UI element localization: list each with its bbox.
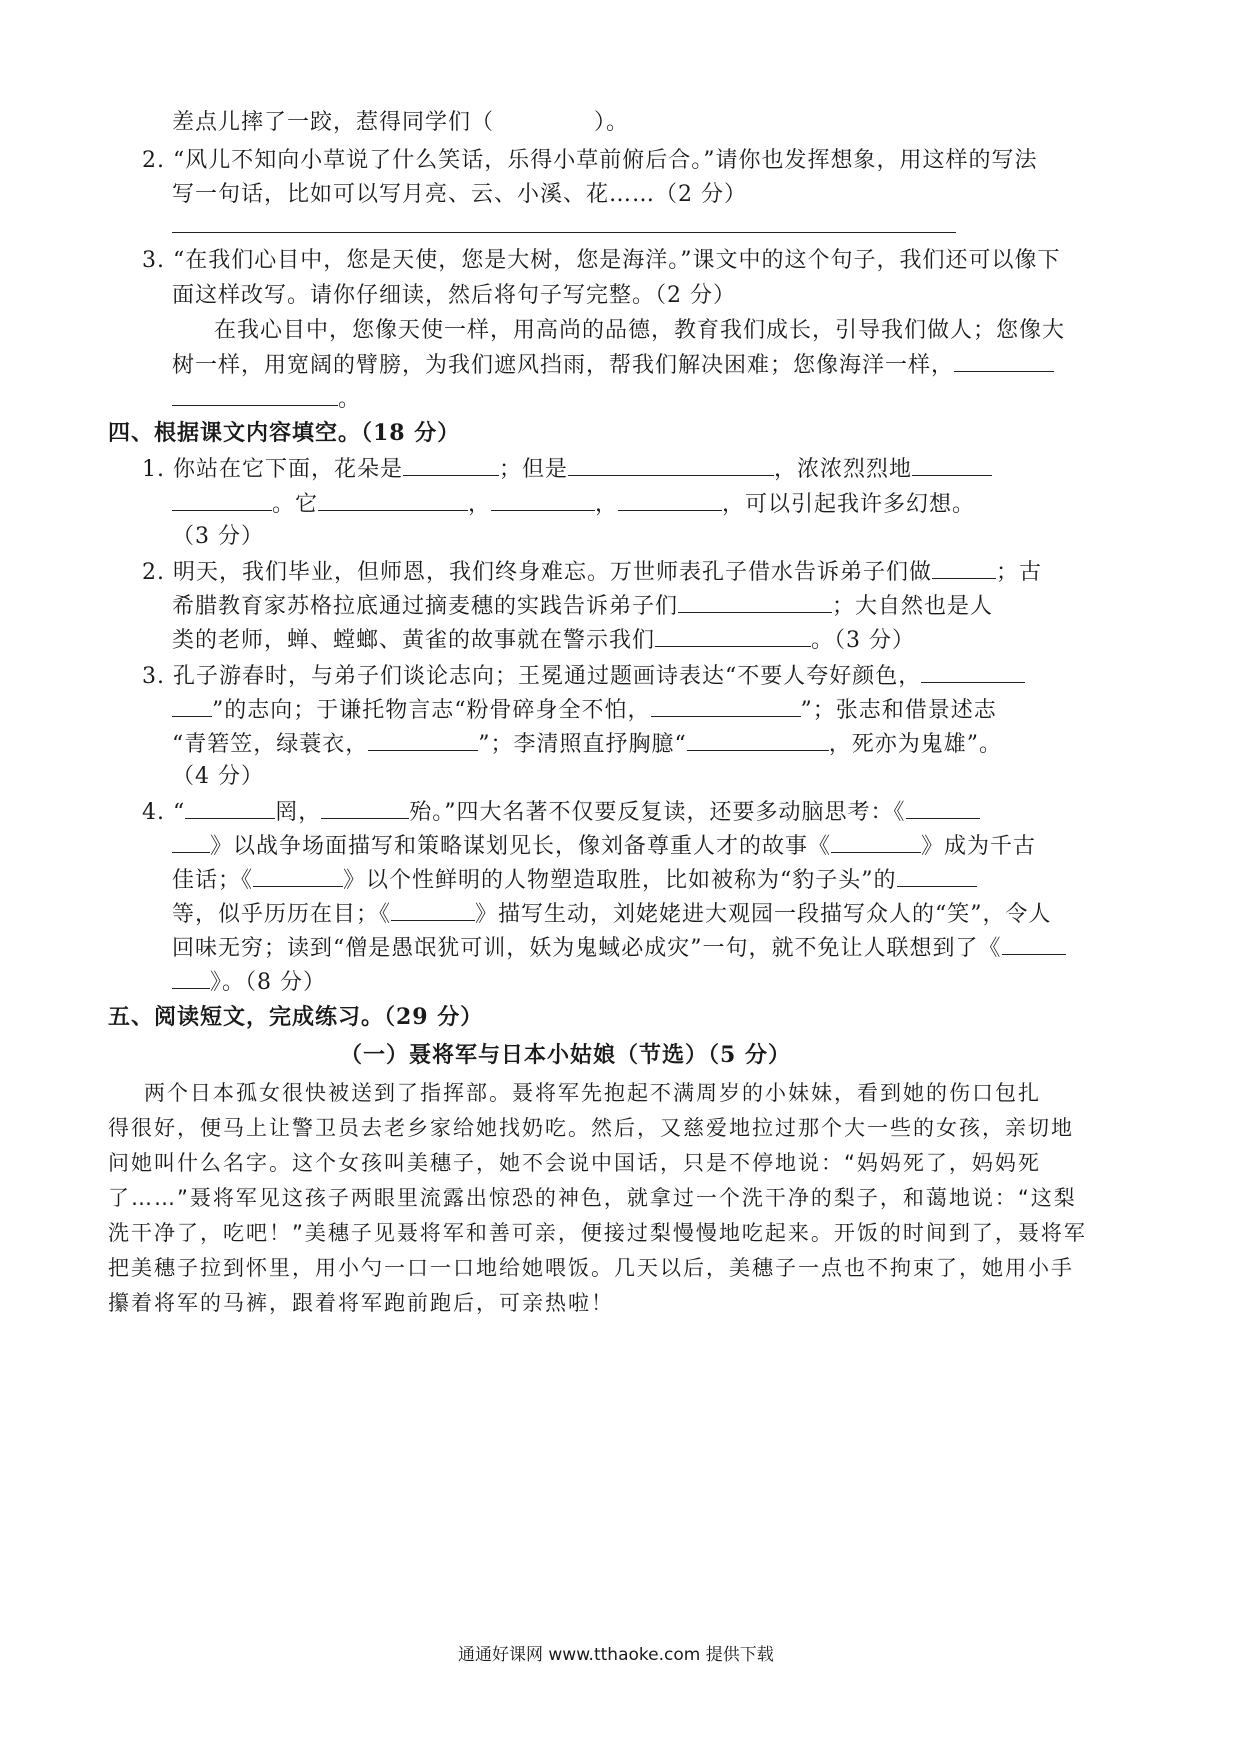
s4-q1-line2 — [172, 490, 975, 520]
q3-2-line2 — [172, 180, 747, 210]
q3-3-line2 — [172, 281, 736, 311]
question-text: 罔， — [275, 800, 322, 825]
question-text: 》以个性鲜明的人物塑造取胜，比如被称为“豹子头”的 — [343, 868, 897, 893]
question-text: 。它 — [272, 492, 319, 517]
question-text: 》描写生动，刘姥姥进大观园一段描写众人的“笑”，令人 — [475, 902, 1052, 927]
question-text: ， — [468, 492, 492, 517]
question-text: 。 — [338, 387, 362, 412]
answer-blank[interactable] — [318, 490, 468, 511]
answer-blank[interactable] — [921, 662, 1025, 683]
answer-line[interactable] — [172, 232, 956, 233]
question-text: 回味无穷；读到“僧是愚氓犹可训，妖为鬼蜮必成灾”一句，就不免让人联想到了《 — [172, 936, 1002, 961]
s4-q2-line2 — [172, 592, 993, 622]
q3-3-line4 — [172, 351, 1054, 381]
question-text: 在我心目中，您像天使一样，用高尚的品德，教育我们成长，引导我们做人；您像大 — [214, 318, 1066, 343]
question-text: ， — [595, 492, 619, 517]
answer-blank[interactable] — [618, 490, 722, 511]
s4-q3-line4: （4 分） — [172, 764, 264, 789]
answer-blank[interactable] — [172, 490, 272, 511]
question-text: 你站在它下面，花朵是 — [173, 457, 404, 482]
s4-q3-line3 — [172, 730, 1002, 760]
s4-q3-line2 — [172, 696, 997, 726]
passage-line: 攥着将军的马裤，跟着将军跑前跑后，可亲热啦！ — [108, 1291, 614, 1315]
answer-blank[interactable] — [568, 455, 774, 476]
q3-1-text: 差点儿摔了一跤，惹得同学们（ — [172, 110, 495, 135]
answer-blank[interactable] — [655, 626, 811, 647]
answer-blank[interactable] — [391, 900, 475, 921]
answer-blank[interactable] — [678, 592, 832, 613]
answer-blank[interactable] — [185, 798, 275, 819]
s4-q1-line3: （3 分） — [172, 524, 264, 549]
question-text: ”；张志和借景述志 — [800, 698, 997, 723]
s4-q2-line1 — [142, 558, 1042, 588]
s4-q3-line1 — [142, 662, 1025, 692]
question-number: 2. — [142, 148, 165, 173]
section-5-title: 五、阅读短文，完成练习。（29 分） — [108, 1004, 484, 1030]
answer-blank[interactable] — [954, 351, 1054, 372]
answer-blank[interactable] — [172, 968, 210, 989]
answer-blank[interactable] — [172, 696, 212, 717]
q3-3-line1 — [142, 246, 1061, 276]
answer-blank[interactable] — [253, 866, 343, 887]
answer-blank[interactable] — [912, 455, 992, 476]
question-text: 等，似乎历历在目；《 — [172, 902, 392, 927]
question-text: 写一句话，比如可以写月亮、云、小溪、花……（2 分） — [172, 182, 747, 207]
question-number: 2. — [142, 560, 165, 585]
question-text: 面这样改写。请你仔细读，然后将句子写完整。（2 分） — [172, 283, 736, 308]
answer-blank[interactable] — [172, 832, 210, 853]
question-text: ”的志向；于谦托物言志“粉骨碎身全不怕， — [212, 698, 651, 723]
question-text: “ — [173, 800, 186, 825]
footer-credit: 通通好课网 www.tthaoke.com 提供下载 — [458, 1645, 774, 1665]
passage-line: 两个日本孤女很快被送到了指挥部。聂将军先抱起不满周岁的小妹妹，看到她的伤口包扎 — [144, 1081, 1041, 1105]
s4-q2-line3 — [172, 626, 915, 656]
question-number: 3. — [142, 664, 165, 689]
q3-1-text-end: ）。 — [594, 110, 630, 135]
q3-2-line1 — [142, 146, 1038, 176]
section-4-title: 四、根据课文内容填空。（18 分） — [108, 420, 461, 446]
question-number: 1. — [142, 457, 165, 482]
question-text: 孔子游春时，与弟子们谈论志向；王冕通过题画诗表达“不要人夸好颜色， — [173, 664, 922, 689]
question-text: ；古 — [996, 560, 1043, 585]
question-text: ，可以引起我许多幻想。 — [722, 492, 976, 517]
question-text: 。（3 分） — [811, 628, 916, 653]
answer-blank[interactable] — [906, 798, 980, 819]
question-text: 明天，我们毕业，但师恩，我们终身难忘。万世师表孔子借水告诉弟子们做 — [173, 560, 933, 585]
question-text: 》。（8 分） — [210, 970, 326, 995]
question-text: ，浓浓烈烈地 — [774, 457, 913, 482]
question-text: ；但是 — [499, 457, 569, 482]
answer-blank[interactable] — [172, 385, 338, 406]
passage-line: 洗干净了，吃吧！”美穗子见聂将军和善可亲，便接过梨慢慢地吃起来。开饭的时间到了，聂将军 — [108, 1221, 1087, 1245]
question-text: 希腊教育家苏格拉底通过摘麦穗的实践告诉弟子们 — [172, 594, 679, 619]
answer-blank[interactable] — [491, 490, 595, 511]
question-text: 殆。”四大名著不仅要反复读，还要多动脑思考：《 — [409, 800, 906, 825]
s4-q4-line5 — [172, 934, 1066, 964]
question-text: ；大自然也是人 — [832, 594, 994, 619]
passage-line: 问她叫什么名字。这个女孩叫美穗子，她不会说中国话，只是不停地说：“妈妈死了，妈妈死 — [108, 1151, 1041, 1175]
question-number: 4. — [142, 800, 165, 825]
q3-3-line3 — [214, 316, 1065, 346]
question-text: 佳话；《 — [172, 868, 254, 893]
question-text: ”；李清照直抒胸臆“ — [478, 732, 687, 757]
passage-line: 把美穗子拉到怀里，用小勺一口一口地给她喂饭。几天以后，美穗子一点也不拘束了，她用小手 — [108, 1256, 1074, 1280]
s4-q1-line1 — [142, 455, 992, 485]
s4-q4-line4 — [172, 900, 1052, 930]
question-text: “在我们心目中，您是天使，您是大树，您是海洋。”课文中的这个句子，我们还可以像下 — [173, 248, 1061, 273]
s4-q4-line2 — [172, 832, 1036, 862]
answer-blank[interactable] — [321, 798, 409, 819]
s4-q4-line1 — [142, 798, 980, 828]
passage-line: 了……”聂将军见这孩子两眼里流露出惊恐的神色，就拿过一个洗干净的梨子，和蔼地说：“这梨 — [108, 1186, 1077, 1210]
answer-blank[interactable] — [403, 455, 499, 476]
answer-blank[interactable] — [1002, 934, 1066, 955]
question-number: 3. — [142, 248, 165, 273]
answer-blank[interactable] — [651, 696, 801, 717]
answer-blank[interactable] — [368, 730, 478, 751]
answer-blank[interactable] — [897, 866, 977, 887]
s4-q4-line3 — [172, 866, 977, 896]
question-text: 》成为千古 — [921, 834, 1037, 859]
answer-blank[interactable] — [831, 832, 921, 853]
question-text: 树一样，用宽阔的臂膀，为我们遮风挡雨，帮我们解决困难；您像海洋一样， — [172, 353, 955, 378]
question-text: ，死亦为鬼雄”。 — [828, 732, 1002, 757]
question-text: 》以战争场面描写和策略谋划见长，像刘备尊重人才的故事《 — [210, 834, 832, 859]
q3-3-line5 — [172, 385, 361, 415]
passage-title: （一）聂将军与日本小姑娘（节选）（5 分） — [340, 1042, 791, 1068]
answer-blank[interactable] — [687, 730, 829, 751]
s4-q4-line6 — [172, 968, 326, 998]
question-text: “风儿不知向小草说了什么笑话，乐得小草前俯后合。”请你也发挥想象，用这样的写法 — [173, 148, 1038, 173]
question-text: “青箬笠，绿蓑衣， — [172, 732, 369, 757]
q3-1-tail — [172, 108, 629, 138]
question-text: 类的老师，蝉、螳螂、黄雀的故事就在警示我们 — [172, 628, 656, 653]
answer-blank[interactable] — [932, 558, 996, 579]
passage-line: 得很好，便马上让警卫员去老乡家给她找奶吃。然后，又慈爱地拉过那个大一些的女孩，亲切地 — [108, 1116, 1074, 1140]
